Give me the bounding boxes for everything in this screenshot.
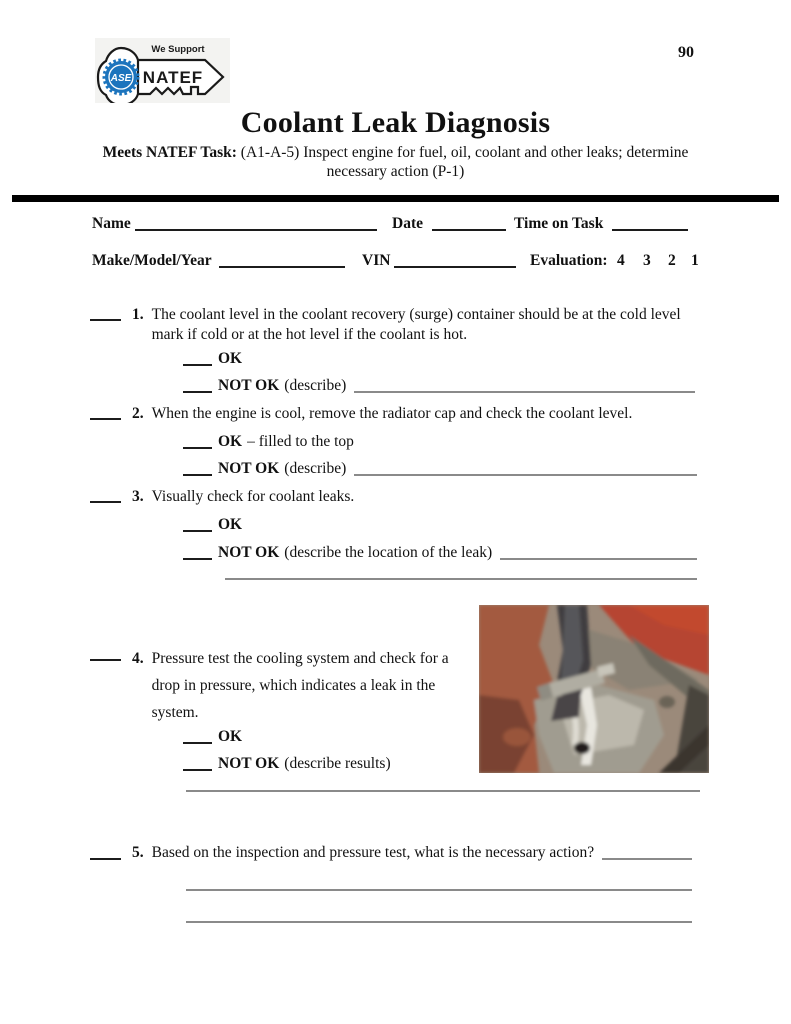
item-2-notok-row <box>183 459 697 478</box>
item-4-text: Pressure test the cooling system and check for a drop in pressure, which indicates a leak in the system. <box>151 650 449 721</box>
date-input-line <box>432 229 506 231</box>
item-3-notok-label: NOT OK <box>218 544 280 561</box>
make-model-year-label: Make/Model/Year <box>92 252 212 269</box>
make-input-line <box>219 266 345 268</box>
item-2-ok-row <box>183 432 354 451</box>
item-1 <box>90 305 705 344</box>
item-2-status-blank <box>90 404 121 420</box>
item-3-text: Visually check for coolant leaks. <box>151 488 355 505</box>
item-5-status-blank <box>90 858 121 860</box>
item-4-notok-label: NOT OK <box>218 755 280 772</box>
item-1-status-blank <box>90 305 121 321</box>
item-2-notok-note: (describe) <box>284 460 347 477</box>
meets-task-label: Meets NATEF Task: <box>102 144 237 161</box>
task-description-line2: necessary action (P-1) <box>326 163 465 180</box>
item-5-answer-line-2 <box>186 921 692 923</box>
item-3-ok-row <box>183 515 242 534</box>
item-1-notok-label: NOT OK <box>218 377 280 394</box>
engine-coolant-leak-photo <box>479 605 709 773</box>
item-4-ok-blank <box>183 742 212 744</box>
item-2-ok-note: – filled to the top <box>247 433 354 450</box>
item-3-status-blank <box>90 487 121 503</box>
vin-label: VIN <box>362 252 391 269</box>
name-label: Name <box>92 215 131 232</box>
page-number: 90 <box>678 44 694 61</box>
item-3-notok-row <box>183 543 697 562</box>
item-2-text: When the engine is cool, remove the radiator cap and check the coolant level. <box>151 405 633 422</box>
item-5-number: 5. <box>132 844 144 861</box>
item-4-notok-row <box>183 754 391 773</box>
name-input-line <box>135 229 377 231</box>
date-label: Date <box>392 215 423 232</box>
item-4-answer-line <box>186 790 700 792</box>
item-5-text: Based on the inspection and pressure test, what is the necessary action? <box>151 844 595 861</box>
vin-input-line <box>394 266 516 268</box>
item-2-ok-label: OK <box>218 433 243 450</box>
item-2-notok-label: NOT OK <box>218 460 280 477</box>
evaluation-score-2: 2 <box>668 252 676 269</box>
item-4-status-blank <box>90 645 121 661</box>
natef-logo-icon <box>95 38 230 103</box>
item-4-notok-note: (describe results) <box>284 755 391 772</box>
logo-org-name: NATEF <box>142 68 204 87</box>
item-4-ok-label: OK <box>218 728 243 745</box>
item-3-ok-label: OK <box>218 516 243 533</box>
item-2-ok-blank <box>183 447 212 449</box>
item-3-notok-note: (describe the location of the leak) <box>284 544 493 561</box>
item-4-notok-blank <box>183 769 212 771</box>
item-1-describe-line <box>354 391 695 393</box>
logo-support-text: We Support <box>151 44 205 55</box>
evaluation-score-4: 4 <box>617 252 625 269</box>
item-2 <box>90 404 705 424</box>
page-title: Coolant Leak Diagnosis <box>240 106 551 139</box>
item-1-text: The coolant level in the coolant recovery (surge) container should be at the cold level mark if cold or at the hot level if the coolant is hot. <box>151 306 681 343</box>
item-1-ok-label: OK <box>218 350 243 367</box>
item-5 <box>90 843 692 862</box>
item-5-answer-line-1 <box>186 889 692 891</box>
item-1-ok-blank <box>183 364 212 366</box>
item-3-describe-line <box>500 558 697 560</box>
item-4-ok-row <box>183 727 242 746</box>
item-1-notok-row <box>183 376 695 395</box>
item-5-answer-line-0 <box>602 858 692 860</box>
natef-task-line <box>0 144 791 162</box>
item-3-ok-blank <box>183 530 212 532</box>
header-divider <box>12 195 779 202</box>
item-3-number: 3. <box>132 488 144 505</box>
item-2-notok-blank <box>183 474 212 476</box>
item-1-number: 1. <box>132 306 144 323</box>
item-3-notok-blank <box>183 558 212 560</box>
time-input-line <box>612 229 688 231</box>
item-3-answer-line <box>225 578 697 580</box>
evaluation-label: Evaluation: <box>530 252 608 269</box>
item-3 <box>90 487 705 507</box>
time-on-task-label: Time on Task <box>514 215 604 232</box>
item-1-notok-note: (describe) <box>284 377 347 394</box>
item-4 <box>90 645 470 726</box>
item-2-number: 2. <box>132 405 144 422</box>
evaluation-score-1: 1 <box>691 252 699 269</box>
task-description: (A1-A-5) Inspect engine for fuel, oil, coolant and other leaks; determine <box>240 144 689 161</box>
item-1-notok-blank <box>183 391 212 393</box>
item-2-describe-line <box>354 474 697 476</box>
item-1-ok-row <box>183 349 242 368</box>
item-4-number: 4. <box>132 650 144 667</box>
evaluation-score-3: 3 <box>643 252 651 269</box>
ase-emblem-text: ASE <box>110 73 132 84</box>
